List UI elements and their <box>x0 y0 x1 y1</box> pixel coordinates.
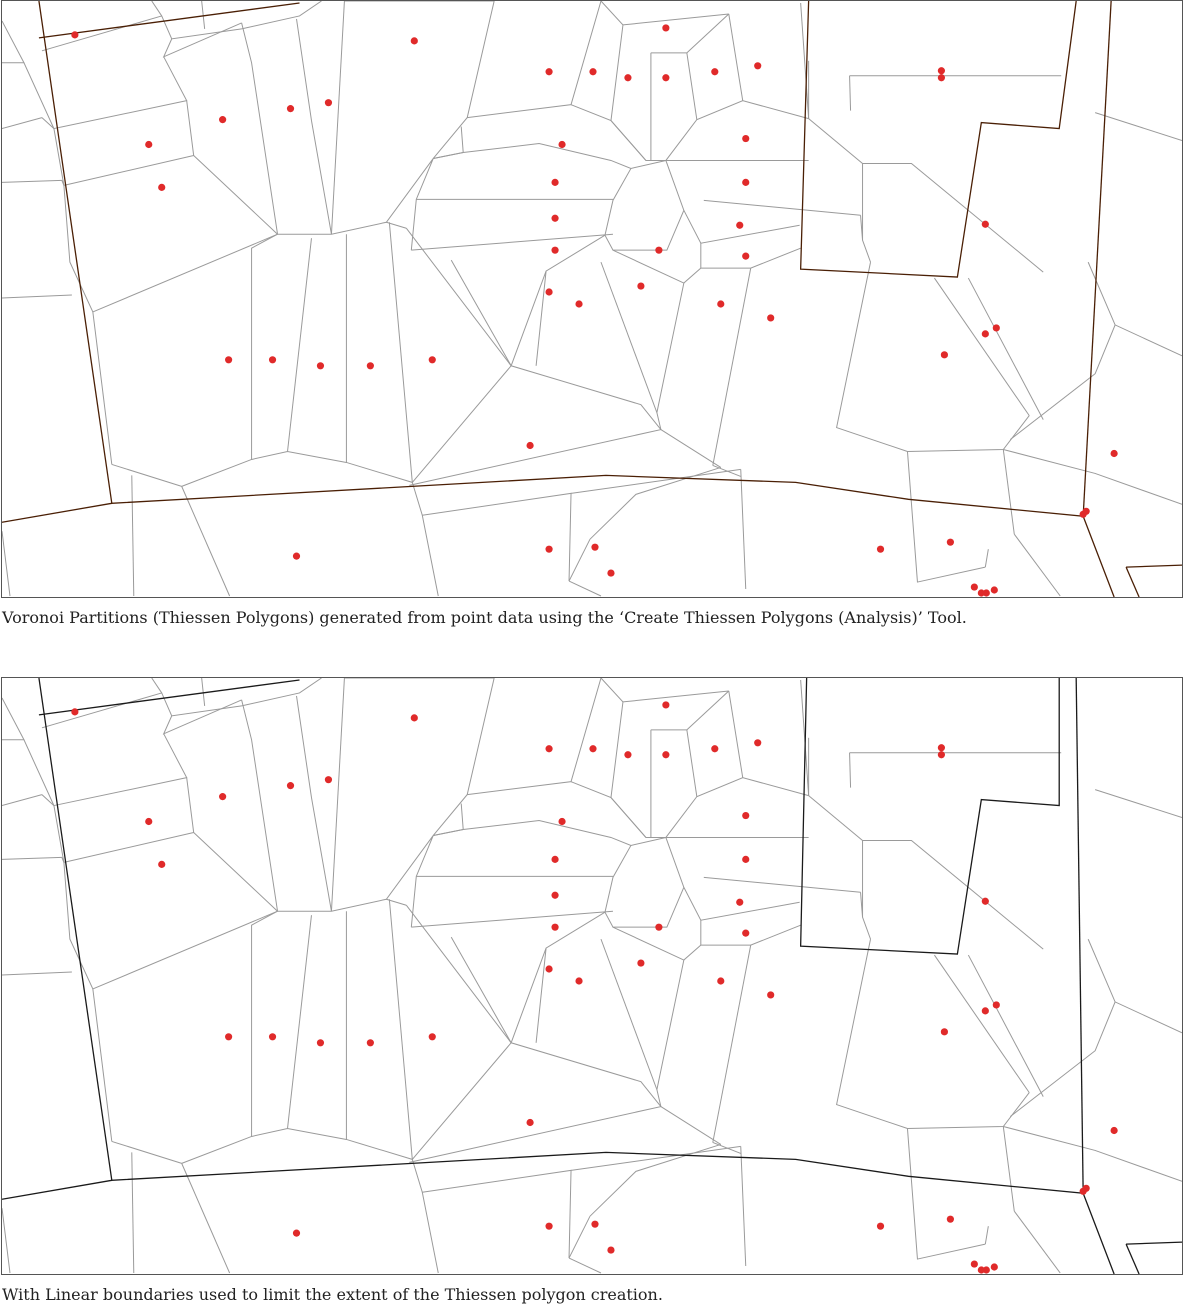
polygon-edge <box>242 700 278 911</box>
sample-point <box>589 745 596 752</box>
polygon-edge <box>1088 939 1182 1033</box>
polygon-edge <box>152 678 162 693</box>
polygon-edge <box>422 1170 571 1258</box>
sample-point <box>971 1260 978 1267</box>
sample-point <box>941 351 948 358</box>
sample-point <box>938 74 945 81</box>
polygon-edge <box>704 877 861 892</box>
sample-point <box>982 221 989 228</box>
sample-point <box>742 930 749 937</box>
polygon-edge <box>741 1146 746 1266</box>
polygon-edge <box>467 1 601 118</box>
polygon-edge <box>152 1 162 16</box>
polygon-edge <box>54 734 187 806</box>
bounded-voronoi-map <box>2 678 1182 1274</box>
polygon-edge <box>863 840 1044 949</box>
polygon-edge <box>985 549 988 567</box>
linear-boundary <box>1126 567 1139 597</box>
polygon-edge <box>809 796 863 841</box>
map-panel-bounded <box>1 677 1183 1275</box>
sample-point <box>551 247 558 254</box>
sample-point <box>287 782 294 789</box>
sample-point <box>717 977 724 984</box>
linear-boundary <box>801 678 1060 954</box>
sample-point <box>411 37 418 44</box>
sample-point <box>991 1263 998 1270</box>
polygon-edge <box>1014 534 1060 596</box>
polygon-edge <box>164 700 242 734</box>
polygon-edge <box>409 937 661 1162</box>
sample-point <box>662 74 669 81</box>
polygon-edge <box>1003 1126 1182 1181</box>
polygon-edge <box>934 955 1029 1093</box>
polygon-edge <box>2 698 24 740</box>
sample-point <box>225 356 232 363</box>
polygon-edge <box>202 1 205 29</box>
polygon-edge <box>1010 1002 1115 1117</box>
polygon-edge <box>187 778 278 912</box>
polygon-edge <box>2 795 42 806</box>
sample-point <box>411 714 418 721</box>
polygon-edge <box>422 493 571 581</box>
polygon-edge <box>112 464 182 486</box>
polygon-edge <box>863 163 1044 272</box>
sample-point <box>545 546 552 553</box>
linear-boundary <box>1126 1242 1182 1244</box>
polygon-edge <box>613 248 801 283</box>
sample-point <box>71 708 78 715</box>
polygon-edge <box>511 235 605 366</box>
polygon-edge <box>571 469 741 493</box>
sample-point <box>662 701 669 708</box>
sample-point <box>545 68 552 75</box>
polygon-edge <box>729 691 743 778</box>
linear-boundary <box>1083 1 1111 516</box>
polygon-edge <box>389 222 412 482</box>
polygon-edge <box>657 960 684 1107</box>
polygon-edge <box>511 912 605 1043</box>
polygon-edge <box>601 939 657 1089</box>
polygon-edge <box>409 260 661 485</box>
polygon-edge <box>837 939 1030 1128</box>
sample-point <box>558 141 565 148</box>
sample-point <box>293 1230 300 1237</box>
polygon-edge <box>187 101 278 235</box>
sample-point <box>545 965 552 972</box>
polygon-edge <box>288 238 312 451</box>
polygon-edge <box>331 678 344 911</box>
polygon-edge <box>704 200 861 215</box>
sample-point <box>767 314 774 321</box>
linear-boundary <box>1126 565 1182 567</box>
sample-point <box>145 141 152 148</box>
polygon-edge <box>433 821 666 846</box>
polygon-edge <box>2 531 10 596</box>
sample-point <box>742 135 749 142</box>
polygon-edge <box>1014 1211 1060 1273</box>
polygon-edge <box>907 1128 985 1259</box>
polygon-edge <box>611 778 809 838</box>
sample-point <box>624 751 631 758</box>
polygon-edge <box>1095 113 1182 141</box>
sample-point <box>607 1246 614 1253</box>
polygon-edge <box>601 262 657 412</box>
sample-point <box>983 589 990 596</box>
polygon-edge <box>601 678 623 798</box>
sample-point <box>325 776 332 783</box>
polygon-edge <box>601 1 623 121</box>
sample-point <box>637 282 644 289</box>
polygon-edge <box>54 57 187 129</box>
linear-boundary <box>2 1180 112 1199</box>
sample-point <box>545 288 552 295</box>
polygon-edge <box>412 482 438 596</box>
polygon-edge <box>132 475 134 596</box>
sample-point <box>575 977 582 984</box>
polygon-edge <box>132 1152 134 1273</box>
polygon-edge <box>461 804 463 830</box>
sample-point <box>938 751 945 758</box>
sample-point <box>624 74 631 81</box>
sample-point <box>754 739 761 746</box>
polygon-edge <box>2 1208 10 1273</box>
sample-point <box>219 116 226 123</box>
sample-point <box>429 356 436 363</box>
sample-point <box>877 1223 884 1230</box>
polygon-edge <box>1010 325 1115 440</box>
polygon-edge <box>164 23 242 57</box>
polygon-edge <box>1095 790 1182 818</box>
polygon-edge <box>613 925 801 960</box>
polygon-edge <box>42 1 322 51</box>
sample-point <box>877 546 884 553</box>
sample-point <box>219 793 226 800</box>
polygon-edge <box>2 180 62 182</box>
sample-point <box>367 362 374 369</box>
sample-point <box>551 179 558 186</box>
sample-point <box>767 991 774 998</box>
polygon-edge <box>1003 449 1014 534</box>
polygon-edge <box>411 234 613 250</box>
sample-point <box>736 899 743 906</box>
polygon-edge <box>242 23 278 234</box>
sample-point <box>367 1039 374 1046</box>
polygon-edge <box>1003 1126 1014 1211</box>
sample-point <box>551 215 558 222</box>
sample-point <box>754 62 761 69</box>
polygon-edge <box>93 234 278 312</box>
polygon-edge <box>590 467 721 539</box>
polygon-edge <box>433 144 666 169</box>
polygon-edge <box>389 899 412 1159</box>
sample-point <box>269 1033 276 1040</box>
sample-point <box>736 222 743 229</box>
polygon-edge <box>850 76 851 111</box>
polygon-edge <box>837 262 1030 451</box>
polygon-edge <box>412 1159 438 1273</box>
polygon-edge <box>569 1216 590 1258</box>
sample-point <box>551 892 558 899</box>
polygon-edge <box>850 753 851 788</box>
polygon-edge <box>687 53 697 120</box>
linear-boundary <box>39 678 1114 1274</box>
polygon-edge <box>623 14 729 25</box>
polygon-edge <box>278 835 434 927</box>
sample-point <box>551 924 558 931</box>
sample-point <box>317 362 324 369</box>
sample-point <box>591 544 598 551</box>
sample-point <box>947 539 954 546</box>
sample-point <box>317 1039 324 1046</box>
polygon-edge <box>571 1146 741 1170</box>
sample-point <box>575 300 582 307</box>
sample-point <box>145 818 152 825</box>
polygon-edge <box>571 105 646 161</box>
polygon-edge <box>2 118 42 129</box>
polygon-edge <box>2 21 24 63</box>
sample-point <box>545 1223 552 1230</box>
polygon-edge <box>1003 449 1182 504</box>
map-panel-voronoi <box>1 0 1183 598</box>
polygon-edge <box>42 795 54 806</box>
polygon-edge <box>611 101 809 161</box>
polygon-edge <box>64 155 194 185</box>
polygon-edge <box>64 832 194 862</box>
sample-point <box>662 751 669 758</box>
polygon-edge <box>907 451 985 582</box>
polygon-edge <box>411 911 613 927</box>
sample-point <box>287 105 294 112</box>
sample-point <box>158 184 165 191</box>
polygon-edge <box>569 539 590 581</box>
polygon-edge <box>331 1 344 234</box>
linear-boundary <box>2 503 112 522</box>
sample-point <box>607 569 614 576</box>
polygon-edge <box>42 678 322 728</box>
polygon-edge <box>657 283 684 430</box>
sample-point <box>655 924 662 931</box>
linear-boundary <box>1126 1244 1139 1274</box>
sample-point <box>993 324 1000 331</box>
sample-point <box>1111 450 1118 457</box>
sample-point <box>1111 1127 1118 1134</box>
polygon-edge <box>571 782 646 838</box>
sample-point <box>938 67 945 74</box>
sample-point <box>558 818 565 825</box>
linear-boundary <box>39 1 1114 597</box>
polygon-edge <box>202 678 205 706</box>
polygon-edge <box>297 696 332 911</box>
sample-point <box>662 24 669 31</box>
polygon-edge <box>182 1163 230 1273</box>
polygon-edge <box>252 234 278 459</box>
sample-point <box>991 586 998 593</box>
sample-point <box>971 583 978 590</box>
polygon-edge <box>182 486 230 596</box>
sample-point <box>993 1001 1000 1008</box>
sample-point <box>742 812 749 819</box>
polygon-edge <box>968 955 1043 1097</box>
sample-point <box>293 553 300 560</box>
sample-point <box>717 300 724 307</box>
polygon-edge <box>968 278 1043 420</box>
sample-point <box>527 442 534 449</box>
polygon-edge <box>934 278 1029 416</box>
sample-point <box>947 1216 954 1223</box>
polygon-edge <box>1088 262 1182 356</box>
polygon-edge <box>985 1226 988 1244</box>
polygon-edge <box>713 945 751 1142</box>
linear-boundary <box>801 1 1077 277</box>
polygon-edge <box>661 430 721 468</box>
polygon-edge <box>433 678 494 835</box>
sample-point <box>1083 1185 1090 1192</box>
sample-point <box>742 253 749 260</box>
polygon-edge <box>112 1141 182 1163</box>
polygon-edge <box>297 19 332 234</box>
caption-voronoi: Voronoi Partitions (Thiessen Polygons) generated from point data using the ‘Create Thiessen Polygons (Analysis)’ Tool. <box>2 608 967 627</box>
sample-point <box>982 1007 989 1014</box>
sample-point <box>71 31 78 38</box>
polygon-edge <box>2 857 62 859</box>
sample-point <box>742 179 749 186</box>
caption-bounded: With Linear boundaries used to limit the extent of the Thiessen polygon creation. <box>2 1285 663 1304</box>
polygon-edge <box>433 1 494 158</box>
polygon-edge <box>605 160 684 250</box>
polygon-edge <box>605 837 684 927</box>
polygon-edge <box>729 14 743 101</box>
voronoi-map <box>2 1 1182 597</box>
sample-point <box>742 856 749 863</box>
polygon-edge <box>569 581 601 596</box>
sample-point <box>941 1028 948 1035</box>
sample-point <box>225 1033 232 1040</box>
polygon-edge <box>569 1258 601 1273</box>
polygon-edge <box>863 840 871 939</box>
sample-point <box>711 68 718 75</box>
sample-point <box>325 99 332 106</box>
sample-point <box>551 856 558 863</box>
sample-point <box>545 745 552 752</box>
polygon-edge <box>467 678 601 795</box>
polygon-edge <box>623 691 729 702</box>
polygon-edge <box>651 691 729 730</box>
polygon-edge <box>288 915 312 1128</box>
sample-point <box>938 744 945 751</box>
polygon-edge <box>661 1107 721 1145</box>
sample-point <box>158 861 165 868</box>
polygon-edge <box>651 14 729 53</box>
sample-point <box>527 1119 534 1126</box>
polygon-edge <box>2 295 72 298</box>
polygon-edge <box>461 127 463 153</box>
polygon-edge <box>687 730 697 797</box>
sample-point <box>589 68 596 75</box>
sample-point <box>711 745 718 752</box>
polygon-edge <box>252 911 278 1136</box>
sample-point <box>1083 508 1090 515</box>
polygon-edge <box>741 469 746 589</box>
polygon-edge <box>2 972 72 975</box>
sample-point <box>982 898 989 905</box>
linear-boundary <box>1076 678 1083 1193</box>
sample-point <box>637 959 644 966</box>
sample-point <box>269 356 276 363</box>
sample-point <box>591 1221 598 1228</box>
polygon-edge <box>278 158 434 250</box>
sample-point <box>982 330 989 337</box>
polygon-edge <box>42 118 54 129</box>
sample-point <box>655 247 662 254</box>
polygon-edge <box>590 1144 721 1216</box>
polygon-edge <box>863 163 871 262</box>
sample-point <box>429 1033 436 1040</box>
polygon-edge <box>93 911 278 989</box>
polygon-edge <box>809 119 863 164</box>
sample-point <box>983 1266 990 1273</box>
polygon-edge <box>713 268 751 465</box>
